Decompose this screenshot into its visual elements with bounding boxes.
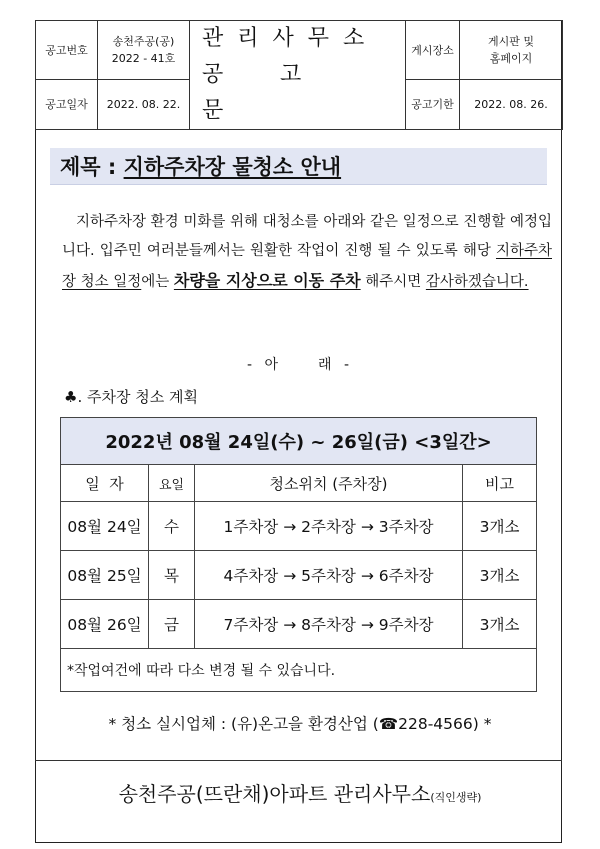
header-day: 요일 xyxy=(149,465,195,502)
notice-date-value: 2022. 08. 22. xyxy=(98,79,190,129)
schedule-table xyxy=(60,417,537,692)
notice-period-label: 공고기한 xyxy=(406,79,460,129)
header-location: 청소위치 (주차장) xyxy=(195,465,463,502)
section-label: ♣. 주차장 청소 계획 xyxy=(64,388,198,406)
office-title: 관리사무소 xyxy=(202,26,379,51)
footer-divider xyxy=(35,760,562,761)
body-paragraph: 지하주차장 환경 미화를 위해 대청소를 아래와 같은 일정으로 진행할 예정입니다. 입주민 여러분들께서는 원활한 작업이 진행 될 수 있도록 해당 지하주차장 청소 일정에는 차량을 지상으로 이동 주차 해주시면 감사하겠습니다. xyxy=(62,214,552,290)
header-date: 일 자 xyxy=(61,465,149,502)
seal-omitted-note: (직인생략) xyxy=(430,791,482,804)
schedule-banner: 2022년 08월 24일(수) ~ 26일(금) <3일간> xyxy=(61,418,537,465)
notice-period-value: 2022. 08. 26. xyxy=(460,79,563,129)
table-row: 08월 26일 금 7주차장 → 8주차장 → 9주차장 3개소 xyxy=(61,600,537,649)
notice-number-value: 송천주공(공) 2022 - 41호 xyxy=(98,21,190,80)
notice-title: 공 고문 xyxy=(202,62,302,123)
issuer-footer: 송천주공(뜨란채)아파트 관리사무소(직인생략) xyxy=(118,782,482,806)
contractor-line: * 청소 실시업체 : (유)온고을 환경산업 (☎228-4566) * xyxy=(108,715,492,733)
notice-date-label: 공고일자 xyxy=(36,79,98,129)
document-title xyxy=(60,151,341,181)
header-remark: 비고 xyxy=(463,465,537,502)
table-row: 08월 25일 목 4주차장 → 5주차장 → 6주차장 3개소 xyxy=(61,551,537,600)
table-row: 08월 24일 수 1주차장 → 2주차장 → 3주차장 3개소 xyxy=(61,502,537,551)
title-prefix: 제목 : xyxy=(60,155,124,179)
post-place-value: 게시판 및 홈페이지 xyxy=(460,21,563,80)
post-place-label: 게시장소 xyxy=(406,21,460,80)
notice-number-label: 공고번호 xyxy=(36,21,98,80)
ara-heading: - 아 래 - xyxy=(246,357,354,373)
office-title-cell xyxy=(190,21,406,130)
title-subject: 지하주차장 물청소 안내 xyxy=(123,155,342,179)
notice-header-table xyxy=(35,20,563,130)
schedule-note: *작업여건에 따라 다소 변경 될 수 있습니다. xyxy=(61,649,537,692)
